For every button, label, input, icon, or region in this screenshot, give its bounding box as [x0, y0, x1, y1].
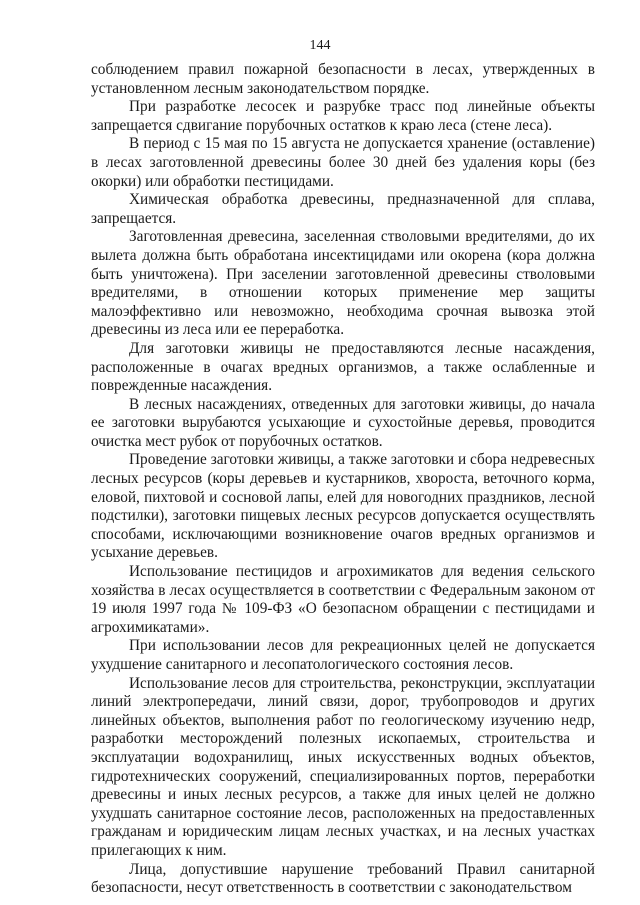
paragraph-liability: Лица, допустившие нарушение требований Правил санитарной безопасности, несут ответственность в соответствии с законодательством: [91, 860, 595, 897]
page-number: 144: [309, 38, 331, 53]
paragraph-resin-preparation: В лесных насаждениях, отведенных для заготовки живицы, до начала ее заготовки вырубаются усыхающие и сухостойные деревья, проводится очистка мест рубок от порубочных остатков.: [91, 395, 595, 450]
paragraph-continuation: соблюдением правил пожарной безопасности в лесах, утвержденных в установленном лесным законодательством порядке.: [91, 61, 595, 97]
paragraph-infested-timber: Заготовленная древесина, заселенная стволовыми вредителями, до их вылета должна быть обработана инсектицидами или окорена (кора должна быть уничтожена). При заселении заготовленной древесины стволовыми вредителями, в отношении которых применение мер защиты малоэффективно или невозможно, необходима срочная вывозка этой древесины из леса или ее переработка.: [91, 228, 595, 339]
paragraph-storage-period: В период с 15 мая по 15 августа не допускается хранение (оставление) в лесах заготовленной древесины более 30 дней без удаления коры (без окорки) или обработки пестицидами.: [91, 135, 595, 190]
paragraph-resin-stands: Для заготовки живицы не предоставляются лесные насаждения, расположенные в очагах вредных организмов, а также ослабленные и поврежденные насаждения.: [91, 339, 595, 395]
paragraph-logging-residues: При разработке лесосек и разрубке трасс под линейные объекты запрещается сдвигание порубочных остатков к краю леса (стене леса).: [91, 98, 595, 134]
paragraph-non-timber-resources: Проведение заготовки живицы, а также заготовки и сбора недревесных лесных ресурсов (коры деревьев и кустарников, хвороста, веточного корма, еловой, пихтовой и сосновой лапы, елей для новогодних праздников, лесной подстилки), заготовки пищевых лесных ресурсов допускается осуществлять способами, исключающими возникновение очагов вредных организмов и усыхание деревьев.: [91, 451, 595, 562]
paragraph-pesticides: Использование пестицидов и агрохимикатов для ведения сельского хозяйства в лесах осуществляется в соответствии с Федеральным законом от 19 июля 1997 года № 109-ФЗ «О безопасном обращении с пестицидами и агрохимикатами».: [91, 563, 595, 636]
document-body: [91, 61, 595, 898]
paragraph-chemical-treatment: Химическая обработка древесины, предназначенной для сплава, запрещается.: [91, 191, 595, 227]
paragraph-recreation: При использовании лесов для рекреационных целей не допускается ухудшение санитарного и лесопатологического состояния лесов.: [91, 637, 595, 673]
paragraph-construction-use: Использование лесов для строительства, реконструкции, эксплуатации линий электропередачи, линий связи, дорог, трубопроводов и других линейных объектов, выполнения работ по геологическому изучению недр, разработки месторождений полезных ископаемых, строительства и эксплуатации водохранилищ, иных искусственных водных объектов, гидротехнических сооружений, специализированных портов, переработки древесины и иных лесных ресурсов, а также для иных целей не должно ухудшать санитарное состояние лесов, расположенных на предоставленных гражданам и юридическим лицам лесных участках, и на лесных участках прилегающих к ним.: [91, 674, 595, 859]
